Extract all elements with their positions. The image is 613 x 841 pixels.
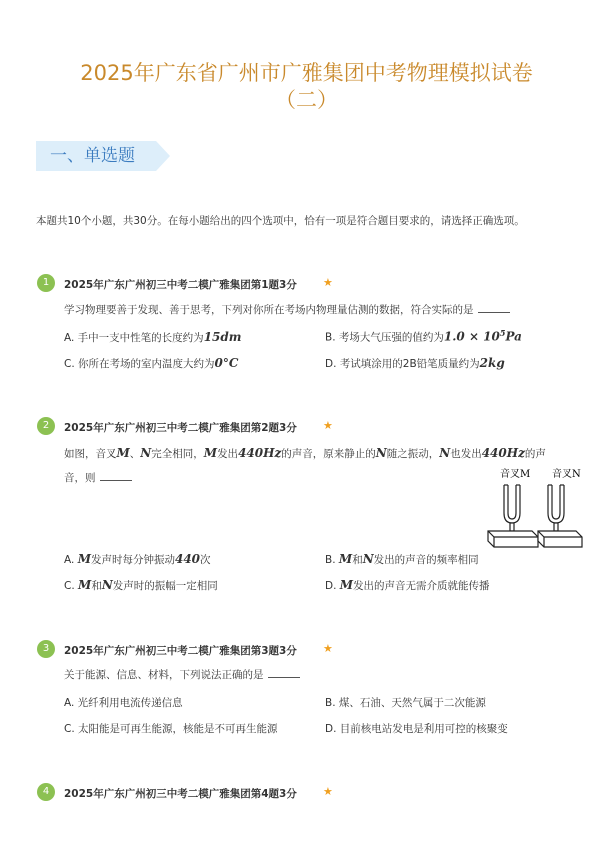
answer-blank — [100, 470, 132, 481]
section-title: 一、单选题 — [50, 146, 135, 166]
difficulty-star-icon: ★ — [323, 419, 333, 432]
option-d[interactable]: D. M发出的声音无需介质就能传播 — [325, 578, 490, 592]
option-c[interactable]: C. M和N发声时的振幅一定相同 — [64, 578, 218, 592]
question-source: 2025年广东广州初三中考二模广雅集团第1题3分 — [64, 279, 297, 291]
difficulty-star-icon: ★ — [323, 276, 333, 289]
fork-n-label: 音叉N — [552, 469, 581, 480]
question-number-badge: 4 — [37, 783, 55, 801]
option-a[interactable]: A. 手中一支中性笔的长度约为15dm — [64, 330, 242, 344]
question-stem: 关于能源、信息、材料，下列说法正确的是 — [64, 667, 300, 683]
option-c[interactable]: C. 你所在考场的室内温度大约为0°C — [64, 356, 239, 370]
option-b[interactable]: B. M和N发出的声音的频率相同 — [325, 552, 479, 566]
section-intro: 本题共10个小题，共30分。在每小题给出的四个选项中，恰有一项是符合题目要求的，请选择正确选项。 — [36, 215, 525, 227]
page-title: 2025年广东省广州市广雅集团中考物理模拟试卷 — [80, 61, 533, 85]
tuning-fork-n-icon — [538, 485, 582, 547]
difficulty-star-icon: ★ — [323, 642, 333, 655]
question-number-badge: 1 — [37, 274, 55, 292]
question-stem-line2: 音，则 — [64, 470, 132, 486]
answer-blank — [478, 302, 510, 313]
page-subtitle: （二） — [275, 88, 338, 112]
option-b[interactable]: B. 煤、石油、天然气属于二次能源 — [325, 697, 486, 709]
option-d[interactable]: D. 目前核电站发电是利用可控的核聚变 — [325, 723, 508, 735]
option-c[interactable]: C. 太阳能是可再生能源，核能是不可再生能源 — [64, 723, 278, 735]
option-a[interactable]: A. 光纤利用电流传递信息 — [64, 697, 183, 709]
question-number-badge: 2 — [37, 417, 55, 435]
question-source: 2025年广东广州初三中考二模广雅集团第2题3分 — [64, 422, 297, 434]
option-d[interactable]: D. 考试填涂用的2B铅笔质量约为2kg — [325, 356, 505, 370]
option-a[interactable]: A. M发声时每分钟振动440次 — [64, 552, 211, 566]
option-b[interactable]: B. 考场大气压强的值约为$1.0 \times 10^5Pa$ — [325, 328, 522, 344]
question-source: 2025年广东广州初三中考二模广雅集团第4题3分 — [64, 788, 297, 800]
question-number-badge: 3 — [37, 640, 55, 658]
question-stem: 学习物理要善于发现、善于思考，下列对你所在考场内物理量估测的数据，符合实际的是 — [64, 302, 510, 318]
question-stem-line1: 如图，音叉M、N完全相同，M发出440Hz的声音，原来静止的N随之振动，N也发出440Hz的声 — [64, 446, 546, 460]
question-source: 2025年广东广州初三中考二模广雅集团第3题3分 — [64, 645, 297, 657]
difficulty-star-icon: ★ — [323, 785, 333, 798]
tuning-fork-figure — [480, 463, 590, 551]
section-header — [36, 141, 156, 171]
fork-m-label: 音叉M — [500, 469, 531, 480]
tuning-fork-m-icon — [488, 485, 538, 547]
answer-blank — [268, 667, 300, 678]
